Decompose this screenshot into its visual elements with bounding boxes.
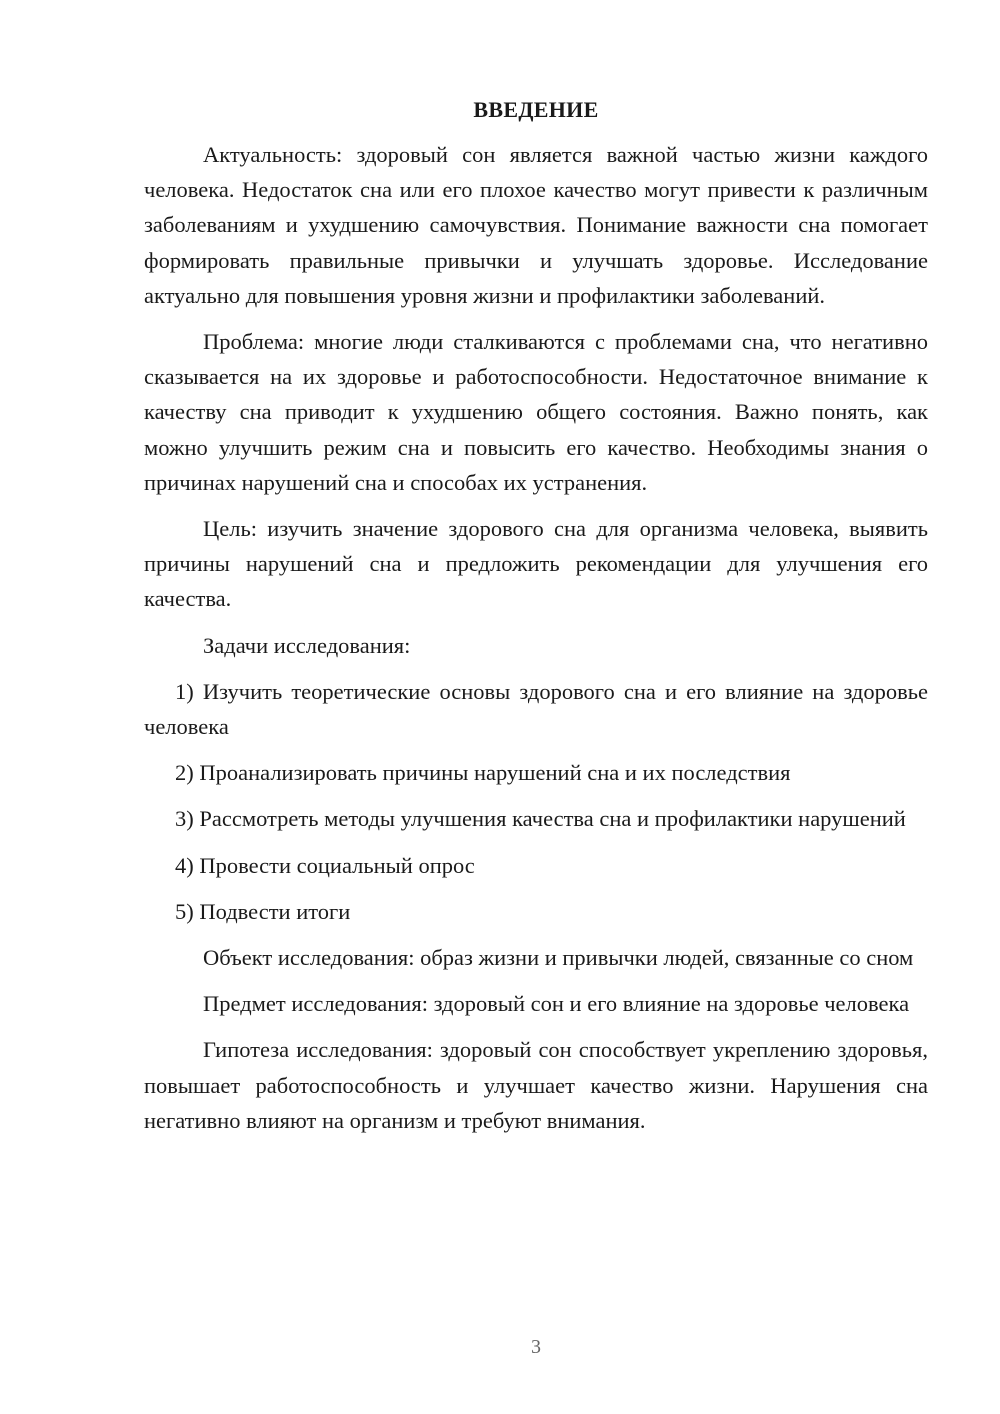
document-page [144, 92, 928, 1138]
paragraph-goal: Цель: изучить значение здорового сна для организма человека, выявить причины нарушений сна и предложить рекомендации для улучшения его качества. [144, 516, 928, 612]
tasks-title: Задачи исследования: [203, 632, 411, 658]
paragraph-object: Объект исследования: образ жизни и привычки людей, связанные со сном [203, 945, 914, 971]
task-item-2: 2) Проанализировать причины нарушений сна и их последствия [175, 760, 791, 786]
paragraph-hypothesis: Гипотеза исследования: здоровый сон способствует укреплению здоровья, повышает работоспособность и улучшает качество жизни. Нарушения сна негативно влияют на организм и требуют внимания. [144, 1037, 928, 1133]
section-heading: ВВЕДЕНИЕ [473, 97, 599, 122]
paragraph-problem: Проблема: многие люди сталкиваются с проблемами сна, что негативно сказывается на их здоровье и работоспособности. Недостаточное внимание к качеству сна приводит к ухудшению общего состояния. Важно понять, как можно улучшить режим сна и повысить его качество. Необходимы знания о причинах нарушений сна и способах их устранения. [144, 329, 928, 495]
task-item-5: 5) Подвести итоги [175, 898, 351, 924]
task-item-1: 1) Изучить теоретические основы здорового сна и его влияние на здоровье человека [144, 678, 928, 740]
paragraph-subject: Предмет исследования: здоровый сон и его влияние на здоровье человека [203, 991, 910, 1017]
task-item-3: 3) Рассмотреть методы улучшения качества сна и профилактики нарушений [175, 806, 906, 832]
page-number: 3 [531, 1336, 541, 1358]
paragraph-relevance: Актуальность: здоровый сон является важной частью жизни каждого человека. Недостаток сна или его плохое качество могут привести к различным заболеваниям и ухудшению самочувствия. Понимание важности сна помогает формировать правильные привычки и улучшать здоровье. Исследование актуально для повышения уровня жизни и профилактики заболеваний. [144, 142, 928, 308]
task-item-4: 4) Провести социальный опрос [175, 852, 475, 878]
